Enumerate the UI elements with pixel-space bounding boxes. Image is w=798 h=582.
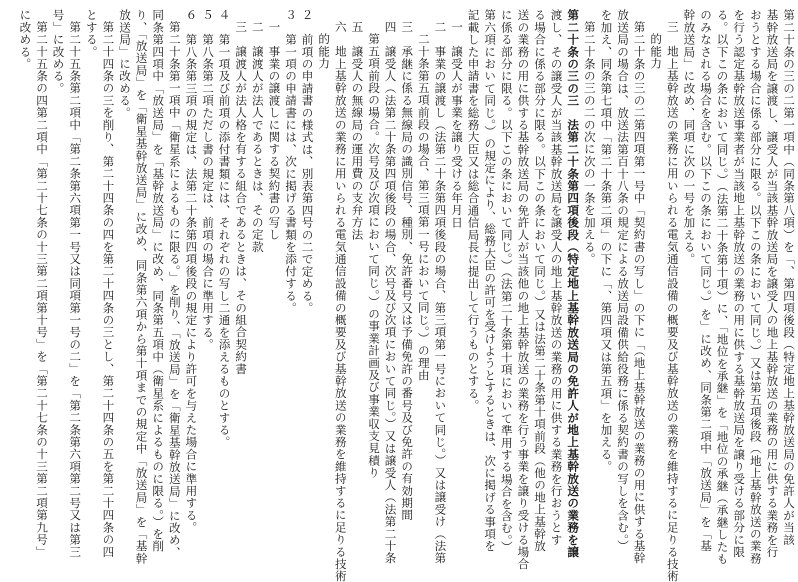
text-line: 第二十四条の三を削り、第二十四条の四を第二十四条の三とし、第二十四条の五を第二十四条の四	[101, 21, 116, 558]
text-line: 三 承継に係る無線局の識別信号、種別、免許番号又は予備免許の番号及び免許の有効期間	[400, 21, 415, 522]
text-line: 六 地上基幹放送の業務に用いられる電気通信設備の概要及び基幹放送の業務を維持するに足りる技術	[333, 21, 348, 582]
text-line: 二 事業の譲渡し（法第二十条第四項後段の場合、第三項第一号において同じ。）又は譲受け（法第	[433, 21, 448, 565]
text-line: り、「放送局」を「衛星基幹放送局」に改め、同条第六項から第十項までの規定中「放送局」を「基幹	[134, 9, 149, 565]
text-line: に改める。	[18, 9, 33, 70]
text-line: 第二十条の三の二第一項中（同条第八項）を「、第四項後段（特定地上基幹放送局の免許人が当該	[782, 9, 796, 546]
text-line: 一 事業の譲渡しに関する契約書の写し	[267, 21, 282, 241]
text-line: ５ 第八条第二項ただし書の規定は、前項の場合に準用する。	[201, 9, 215, 351]
text-line: のみなされる場合を含む。以下この条において同じ。）を」に改め、同条第二項中「放送局」を「基	[699, 9, 713, 553]
text-line: 号」に改める。	[51, 9, 66, 95]
text-line: 四 譲受人（法第二十条第四項後段の場合、次号及び次項において同じ。）又は譲受人（法第二十条	[383, 21, 398, 565]
text-line: ６ 第八条第三項の規定は、法第二十条第四項後段の規定により許可を与えた場合に準用する。	[184, 9, 199, 534]
text-line: 第二十条の三の三 法第二十条第四項後段（特定地上基幹放送局の免許人が地上基幹放送の業務を譲	[566, 9, 581, 558]
text-line: 第六項において同じ。）の規定により、総務大臣の許可を受けようとするときは、次に掲げる事項を	[483, 9, 498, 553]
text-line: 第二十条の三の二第四項第一号中「契約書の写し」の下に「（地上基幹放送の業務の用に供する基幹	[632, 21, 647, 565]
text-line: 的能力	[317, 33, 332, 70]
text-line: 的能力	[649, 33, 664, 70]
text-line: ２ 前項の申請書の様式は、別表第四号の二で定める。	[300, 9, 315, 314]
text-line: おうとする場合に係る部分に限る。以下この条において同じ。）又は第五項後段（地上基幹放送の業務	[748, 9, 763, 565]
text-line: 第二十条の三の二の次に次の一条を加える。	[582, 21, 597, 266]
text-line: 第二十条第一項中「衛星系によるものに限る。」を削り、「放送局」を「衛星基幹放送局」に改め、	[167, 21, 182, 559]
text-line: 三 地上基幹放送の業務に用いられる電気通信設備の概要及び基幹放送の業務を維持するに足りる技術	[665, 21, 680, 582]
text-line: 二 譲渡人が法人であるときは、その定款	[250, 21, 265, 253]
document-page	[4, 3, 796, 582]
text-line: 第五項前段の場合。次号及び次項において同じ。）の事業計画及び事業収支見積り	[367, 33, 381, 479]
text-line: 二十条第五項前段の場合、第三項第一号において同じ。）の理由	[416, 33, 431, 382]
text-line: 五 譲受人の無線局の運用費の支弁方法	[350, 21, 365, 241]
text-line: 同条第四項中「放送局」を「基幹放送局」に改め、同条第五項中（衛星系によるものに限る。）を削	[151, 9, 166, 553]
text-line: 第二十五条第二項中「第二条第六項第一号又は同項第一号の二」を「第二条第六項第二号又は第三	[68, 21, 83, 558]
text-line: 放送局の場合は、放送法第百十八条の規定による放送局設備供給役務に係る契約書の写しを含む。）	[616, 9, 630, 553]
text-line: 渡し、その譲受人が当該基幹放送局を譲受人の地上基幹放送の業務の用に供する業務を行おうとす	[549, 9, 564, 546]
text-line: とする。	[84, 9, 99, 58]
text-line: 放送局」に改める。	[118, 9, 132, 119]
text-line: に係る部分に限る。以下この条において同じ。）（法第二十条第十項において準用する場合を含む。）	[499, 9, 514, 553]
text-line: ３ 第一項の申請書には、次に掲げる書類を添付する。	[284, 9, 298, 314]
text-line: 記載した申請書を総務大臣又は総合通信局長に提出して行うものとする。	[466, 9, 481, 412]
text-line: 基幹放送局を譲渡し、譲受人が当該基幹放送局を譲受人の地上基幹放送の業務の用に供する業務を行	[765, 9, 780, 558]
text-line: 三 譲渡人が法人格を有する組合であるときは、その組合契約書	[234, 21, 249, 375]
text-line: を加え、同条第七項中「第二十条第二項」の下に「、第四項又は第五項」を加える。	[599, 9, 614, 473]
text-line: る。以下この条において同じ。）（法第二十条第十項）に、「地位を承継」を「地位の承継（承継したも	[715, 9, 730, 565]
text-line: ４ 第一項及び前項の添付書類には、それぞれの写し二通を添えるものとする。	[217, 9, 232, 449]
text-line: 第二十五条の四第二項中「第二十七条の十三第二項第十号」を「第二十七条の十三第二項第九号」	[35, 21, 49, 558]
text-line: 一 譲受人が事業を譲り受ける年月日	[450, 21, 464, 229]
text-line: 送の業務の用に供する基幹放送局の免許人が当該他の地上基幹放送の業務を行う事業を譲り受ける場合	[516, 9, 531, 571]
text-line: る場合に係る部分に限る。以下この条において同じ。）又は法第二十条第十項前段（他の地上基幹放	[533, 9, 547, 553]
text-line: を行う認定基幹放送事業者が当該地上基幹放送の業務の用に供する基幹放送局を譲り受ける部分に限	[732, 9, 747, 558]
text-line: 幹放送局」に改め、同項に次の一号を加える。	[682, 9, 697, 266]
